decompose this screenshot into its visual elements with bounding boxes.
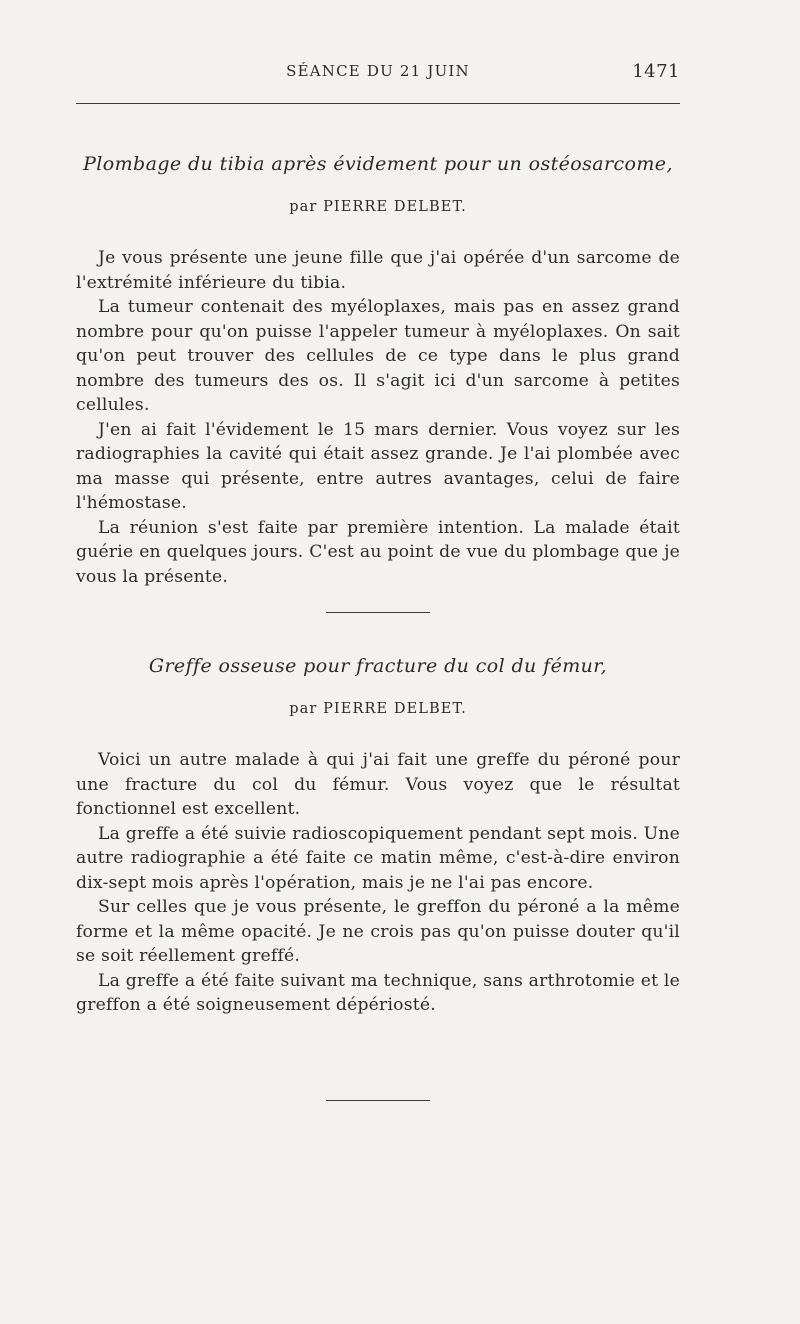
article-2-title: Greffe osseuse pour fracture du col du fémur, — [148, 655, 608, 677]
article-2-paragraph-1: Voici un autre malade à qui j'ai fait une greffe du péroné pour une fracture du col du fémur. Vous voyez que le résultat fonctionnel est excellent. — [76, 750, 680, 819]
article-1-paragraph-3: J'en ai fait l'évidement le 15 mars dernier. Vous voyez sur les radiographies la cavité qui était assez grande. Je l'ai plombée avec ma masse qui présente, entre autres avantages, celui de faire l'hémostase. — [76, 419, 680, 513]
page-number: 1471 — [632, 61, 680, 82]
article-1-title: Plombage du tibia après évidement pour un ostéosarcome, — [83, 153, 673, 175]
section-separator-rule — [326, 612, 430, 613]
article-1-body — [76, 246, 680, 589]
article-1-paragraph-1: Je vous présente une jeune fille que j'ai opérée d'un sarcome de l'extrémité inférieure du tibia. — [76, 248, 680, 293]
article-2-paragraph-4: La greffe a été faite suivant ma technique, sans arthrotomie et le greffon a été soigneusement dépériosté. — [76, 970, 680, 1015]
article-2-paragraph-3: Sur celles que je vous présente, le greffon du péroné a la même forme et la même opacité. Je ne crois pas qu'on puisse douter qu'il se soit réellement greffé. — [76, 897, 680, 966]
running-header — [76, 62, 680, 88]
article-2-body — [76, 748, 680, 1018]
article-2-paragraph-2: La greffe a été suivie radioscopiquement pendant sept mois. Une autre radiographie a été faite ce matin même, c'est-à-dire environ dix-sept mois après l'opération, mais je ne l'ai pas encore. — [76, 823, 680, 893]
header-rule — [76, 103, 680, 104]
end-separator-rule — [326, 1100, 430, 1101]
article-1-byline: par PIERRE DELBET. — [289, 199, 467, 215]
article-1-paragraph-2: La tumeur contenait des myéloplaxes, mais pas en assez grand nombre pour qu'on puisse l'appeler tumeur à myéloplaxes. On sait qu'on peut trouver des cellules de ce type dans le plus grand nombre des tumeurs des os. Il s'agit ici d'un sarcome à petites cellules. — [76, 297, 680, 415]
article-2-byline: par PIERRE DELBET. — [289, 701, 467, 717]
article-1-paragraph-4: La réunion s'est faite par première intention. La malade était guérie en quelques jours. C'est au point de vue du plombage que je vous la présente. — [76, 517, 680, 587]
running-title: SÉANCE DU 21 JUIN — [286, 62, 470, 80]
